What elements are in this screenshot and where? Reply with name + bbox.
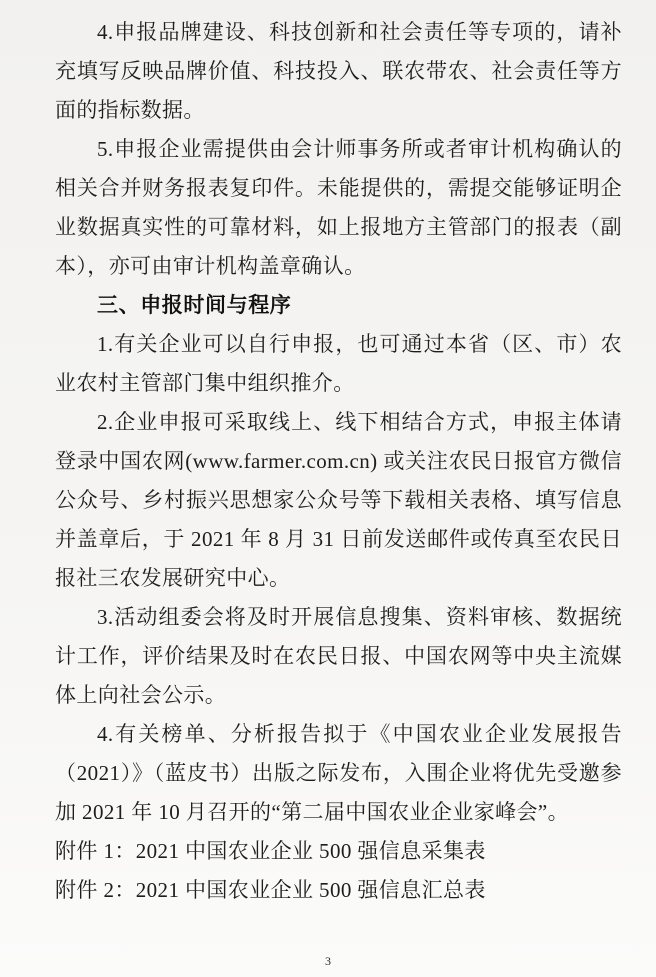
paragraph-financial-statements: 5.申报企业需提供由会计师事务所或者审计机构确认的相关合并财务报表复印件。未能提供的，需提交能够证明企业数据真实性的可靠材料，如上报地方主管部门的报表（副本），亦可由审计机构盖章确认。 <box>55 137 622 278</box>
paragraph-self-application: 1.有关企业可以自行申报，也可通过本省（区、市）农业农村主管部门集中组织推介。 <box>55 332 622 395</box>
paragraph-review-publicity: 3.活动组委会将及时开展信息搜集、资料审核、数据统计工作，评价结果及时在农民日报、中国农网等中央主流媒体上向社会公示。 <box>55 605 622 707</box>
section-heading-application-time-procedure: 三、申报时间与程序 <box>97 294 292 317</box>
paragraph-special-projects: 4.申报品牌建设、科技创新和社会责任等专项的，请补充填写反映品牌价值、科技投入、联农带农、社会责任等方面的指标数据。 <box>55 20 622 122</box>
paragraph-online-offline-application: 2.企业申报可采取线上、线下相结合方式，申报主体请登录中国农网(www.farmer.com.cn) 或关注农民日报官方微信公众号、乡村振兴思想家公众号等下载相关表格、填写信息并盖章后，于 2021 年 8 月 31 日前发送邮件或传真至农民日报社三农发展研究中心。 <box>55 410 622 590</box>
attachment-2-label: 附件 2：2021 中国农业企业 500 强信息汇总表 <box>55 878 486 902</box>
page-number: 3 <box>325 954 331 968</box>
paragraph-report-release: 4.有关榜单、分析报告拟于《中国农业企业发展报告（2021）》（蓝皮书）出版之际发布，入围企业将优先受邀参加 2021 年 10 月召开的“第二届中国农业企业家峰会”。 <box>55 722 622 824</box>
attachment-1-label: 附件 1：2021 中国农业企业 500 强信息采集表 <box>55 839 486 863</box>
